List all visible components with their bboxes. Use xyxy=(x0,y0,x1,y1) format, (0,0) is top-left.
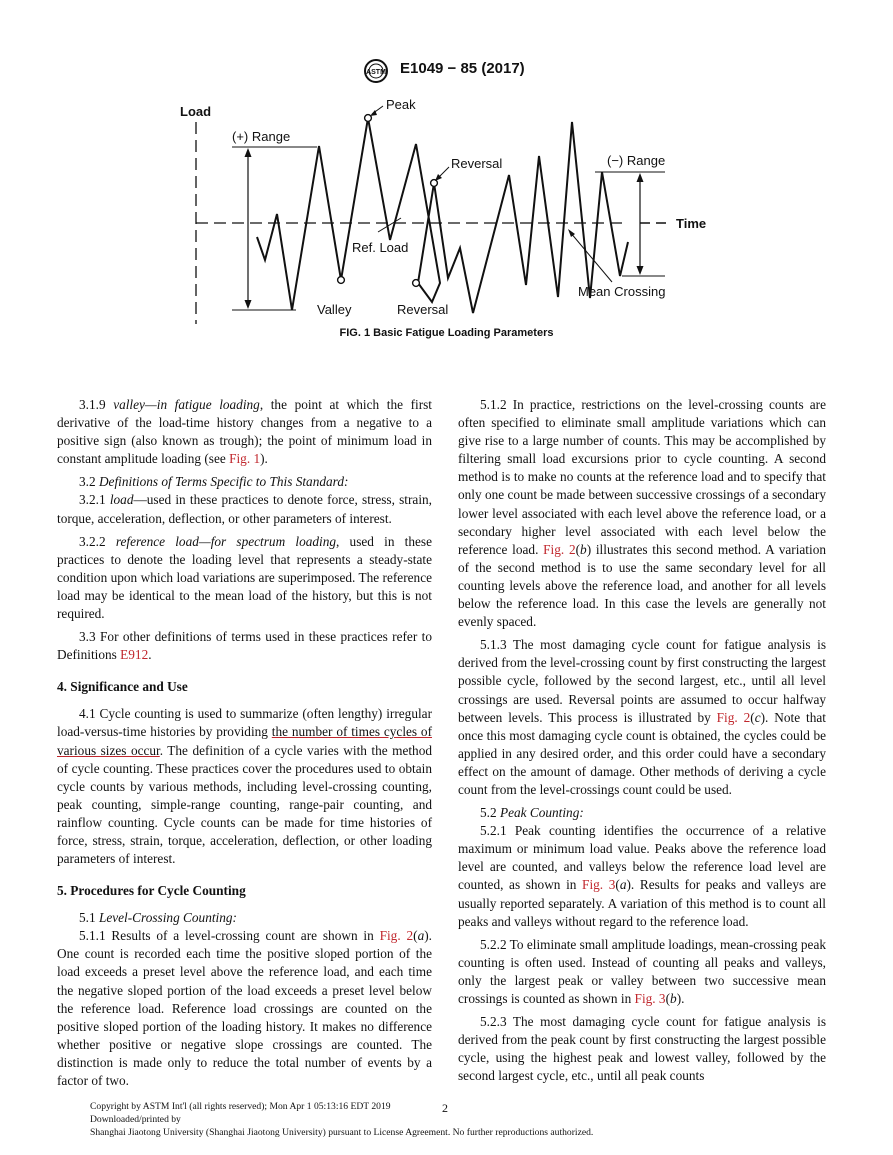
para-3-2-1: 3.2.1 load—used in these practices to denote force, stress, strain, torque, acceleration, deflection, or other parameters of interest. xyxy=(57,492,432,526)
label-valley: Valley xyxy=(317,302,352,317)
para-5-2-1: 5.2.1 Peak counting identifies the occurrence of a relative maximum or minimum load value. Peaks above the reference load level are counted, and valleys below the reference load level are counted, as shown in Fig. 3(a). Results for peaks and valleys are usually reported separately. A variation of this method is to count all peaks and valleys without regard to the reference load. xyxy=(458,823,826,929)
link-fig-2[interactable]: Fig. 2 xyxy=(716,709,751,725)
link-fig-3[interactable]: Fig. 3 xyxy=(582,877,616,893)
right-column xyxy=(458,396,826,1085)
fig1-load-diagram xyxy=(170,92,730,332)
para-5-2-2: 5.2.2 To eliminate small amplitude loadings, mean-crossing peak counting is often used. Instead of counting all peaks and valleys, only the largest peak or valley between two successive mean crossings is counted as shown in Fig. 3(b). xyxy=(458,936,826,1006)
para-5-1: 5.1 Level-Crossing Counting: xyxy=(79,910,237,926)
link-fig-3[interactable]: Fig. 3 xyxy=(634,991,666,1006)
para-3-3: 3.3 For other definitions of terms used in these practices refer to Definitions E912. xyxy=(57,629,432,663)
reversal-top-marker xyxy=(431,180,438,187)
page-number: 2 xyxy=(442,1101,448,1115)
underlined-phrase: the number of times cycles of various sizes occur xyxy=(57,724,433,758)
link-fig-1[interactable]: Fig. 1 xyxy=(229,451,261,467)
para-4-1: 4.1 Cycle counting is used to summarize (often lengthy) irregular load-versus-time histories by providing the number of times cycles of various sizes occur. The definition of a cycle varies with the method of cycle counting. These practices cover the procedures used to obtain cycle counts by various methods, including level-crossing counting, peak counting, simple-range counting, range-pair counting, and rainflow counting. Cycle counts can be made for time histories of force, stress, strain, torque, acceleration, deflection, or other loading parameters of interest. xyxy=(57,706,433,867)
para-3-2: 3.2 Definitions of Terms Specific to This Standard: xyxy=(79,474,349,490)
copyright-footer xyxy=(90,1100,790,1139)
svg-text:ASTM: ASTM xyxy=(366,69,386,76)
link-fig-2[interactable]: Fig. 2 xyxy=(379,928,414,944)
link-fig-2[interactable]: Fig. 2 xyxy=(543,541,576,557)
para-5-2: 5.2 Peak Counting: xyxy=(480,805,584,821)
astm-logo xyxy=(356,58,396,84)
figure-caption: FIG. 1 Basic Fatigue Loading Parameters xyxy=(339,327,554,339)
label-neg-range: (−) Range xyxy=(607,153,666,168)
label-ref-load: Ref. Load xyxy=(352,240,409,255)
footer-downloaded: Downloaded/printed by xyxy=(90,1114,181,1125)
label-load: Load xyxy=(180,104,212,119)
para-5-1-3: 5.1.3 The most damaging cycle count for fatigue analysis is derived from the level-crossing count by first constructing the largest possible cycle, followed by the second largest, etc., until all level crossings are used. Reversal points are assumed to occur halfway between levels. This process is illustrated by Fig. 2(c). Note that once this most damaging cycle count is obtained, the cycles could be applied in any desired order, and this order could have a secondary effect on the amount of damage. Other methods of deriving a cycle count from the level-crossings count could be used. xyxy=(458,637,826,797)
para-5-1-2: 5.1.2 In practice, restrictions on the level-crossing counts are often specified to eliminate small amplitude variations which can give rise to a large number of counts. This may be accomplished by filtering small load excursions prior to cycle counting. A second method is to make no counts at the reference load and to specify that only one count be made between successive crossings of a secondary lower level associated with each level above the reference load, or a secondary higher level associated with each level below the reference load. Fig. 2(b) illustrates this second method. A variation of the second method is to use the same secondary level for all counting levels above the reference load, and another for all levels below the reference load. In this case the levels are generally not evenly spaced. xyxy=(458,397,826,630)
document-id: E1049 − 85 (2017) xyxy=(400,60,525,77)
page-header xyxy=(0,58,893,84)
para-5-1-1: 5.1.1 Results of a level-crossing count are shown in Fig. 2(a). One count is recorded each time the positive sloped portion of the load exceeds a preset level above the reference load, and each time the negative sloped portion of the load exceeds a preset level below the reference load. Reference load crossings are counted on the positive sloped portion of the loading history. It makes no difference whether positive or negative slope crossings are counted. The distinction is made only to reduce the total number of events by a factor of two. xyxy=(57,928,432,1088)
label-reversal-bottom: Reversal xyxy=(397,302,449,317)
valley-marker xyxy=(338,277,345,284)
label-time: Time xyxy=(676,216,707,231)
para-3-1-9: 3.1.9 valley—in fatigue loading, the point at which the first derivative of the load-time history changes from a negative to a positive sign (also known as trough); the point of minimum load in constant amplitude loading (see Fig. 1). xyxy=(57,397,432,467)
heading-section-4: 4. Significance and Use xyxy=(57,679,188,695)
left-column xyxy=(57,396,432,1090)
link-e912[interactable]: E912 xyxy=(120,647,149,663)
reversal-bottom-marker xyxy=(413,280,420,287)
label-mean-crossing: Mean Crossing xyxy=(578,284,666,299)
para-5-2-3: 5.2.3 The most damaging cycle count for fatigue analysis is derived from the peak count by first constructing the largest possible cycle, using the highest peak and lowest valley, followed by the second largest cycle, etc., until all peak counts xyxy=(458,1014,826,1084)
label-pos-range: (+) Range xyxy=(232,129,291,144)
footer-license: Shanghai Jiaotong University (Shanghai Jiaotong University) pursuant to License Agreement. No further reproductions authorized. xyxy=(90,1127,594,1138)
para-3-2-2: 3.2.2 reference load—for spectrum loading, used in these practices to denote the loading level that represents a steady-state condition upon which load variations are superimposed. The reference load may be identical to the mean load of the history, but this is not required. xyxy=(57,533,433,622)
label-peak: Peak xyxy=(386,97,416,112)
label-reversal-top: Reversal xyxy=(451,156,503,171)
footer-copyright: Copyright by ASTM Int'l (all rights reserved); Mon Apr 1 05:13:16 EDT 2019 xyxy=(90,1101,391,1112)
heading-section-5: 5. Procedures for Cycle Counting xyxy=(57,883,246,899)
